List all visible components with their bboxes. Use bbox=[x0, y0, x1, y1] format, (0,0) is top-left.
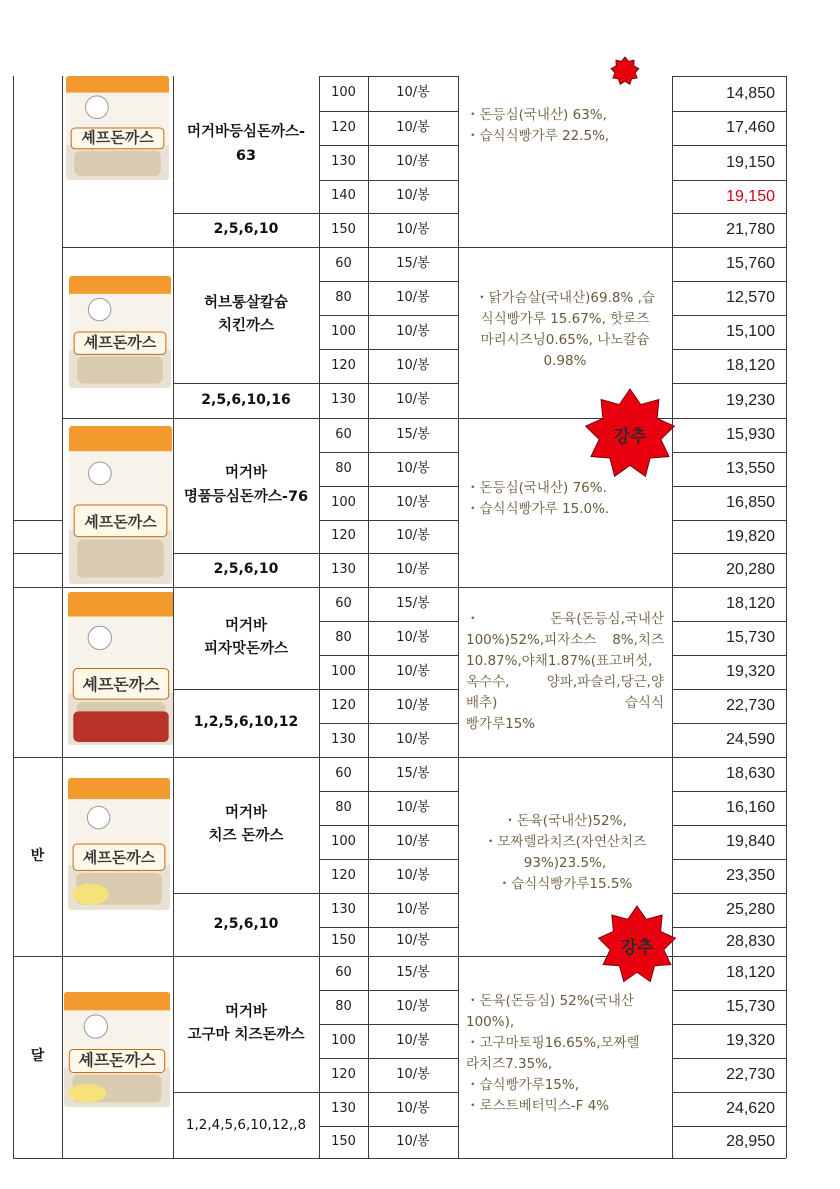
price-cell: 18,120 bbox=[726, 964, 775, 981]
recommend-badge-text: 강추 bbox=[613, 426, 647, 447]
chef-icon bbox=[86, 96, 109, 119]
price-cell: 14,850 bbox=[726, 84, 775, 102]
grid-line bbox=[672, 111, 786, 112]
starburst-polygon bbox=[611, 57, 639, 84]
package-brand-text: 셰프돈까스 bbox=[82, 848, 156, 867]
chef-icon bbox=[87, 806, 109, 828]
pack-unit-cell: 10/봉 bbox=[396, 1133, 430, 1149]
grid-line bbox=[319, 791, 458, 792]
col-line-5 bbox=[458, 76, 459, 1158]
grid-line bbox=[319, 1126, 458, 1127]
pack-unit-cell: 10/봉 bbox=[396, 392, 430, 408]
pack-unit-cell: 10/봉 bbox=[396, 188, 430, 204]
grid-line bbox=[319, 723, 458, 724]
product-name-line: 머거바 bbox=[224, 465, 268, 482]
grid-line bbox=[672, 655, 786, 656]
ingredient-line: 10.87%,야채1.87%(표고버섯, bbox=[466, 653, 653, 670]
ingredient-lines bbox=[466, 609, 664, 735]
grid-line bbox=[672, 1126, 786, 1127]
weight-cell: 130 bbox=[331, 561, 356, 577]
pack-unit-cell: 10/봉 bbox=[396, 323, 430, 339]
ingredient-line: ・닭가슴살(국내산)69.8% ,습 bbox=[475, 290, 655, 307]
grid-line bbox=[672, 520, 786, 521]
ingredient-line: 0.98% bbox=[543, 352, 587, 369]
price-cell: 18,120 bbox=[726, 595, 775, 612]
col-line-3 bbox=[319, 76, 320, 1158]
weight-cell: 60 bbox=[335, 765, 352, 781]
grid-line bbox=[319, 315, 458, 316]
chef-icon bbox=[84, 1015, 107, 1038]
grid-line bbox=[13, 520, 62, 521]
product-name bbox=[173, 587, 319, 689]
weight-cell: 100 bbox=[331, 494, 356, 510]
product-package-image bbox=[68, 592, 174, 745]
grid-line bbox=[319, 213, 458, 214]
grid-line bbox=[672, 349, 786, 350]
weight-cell: 130 bbox=[331, 901, 356, 917]
weight-cell: 60 bbox=[335, 595, 352, 611]
package-top-band bbox=[64, 992, 170, 1010]
cheese-slice bbox=[68, 1084, 106, 1102]
grid-line bbox=[319, 1024, 458, 1025]
weight-cell: 80 bbox=[335, 629, 352, 645]
ingredient-lines bbox=[466, 478, 609, 520]
recommend-badge bbox=[578, 905, 696, 985]
grid-line bbox=[319, 927, 458, 928]
pack-unit-cell: 10/봉 bbox=[396, 494, 430, 510]
weight-cell: 150 bbox=[331, 1133, 356, 1149]
grid-line bbox=[319, 689, 458, 690]
product-name-line: 머거바등심돈까스- bbox=[186, 124, 306, 141]
ingredient-line: 빵가루15% bbox=[466, 715, 536, 732]
product-name-line: 머거바 bbox=[224, 1003, 267, 1020]
grid-line bbox=[319, 859, 458, 860]
weight-cell: 80 bbox=[335, 460, 352, 476]
grid-line bbox=[672, 213, 786, 214]
pack-unit-cell: 10/봉 bbox=[396, 629, 430, 645]
grid-line bbox=[319, 452, 458, 453]
grid-line bbox=[319, 990, 458, 991]
sauce-plate bbox=[73, 711, 168, 742]
product-name-line: 피자맛돈까스 bbox=[203, 641, 289, 657]
grid-line bbox=[13, 1158, 786, 1159]
ingredient-description bbox=[462, 798, 668, 908]
package-top-band bbox=[66, 76, 169, 93]
price-cell: 12,570 bbox=[726, 289, 775, 306]
grid-line bbox=[319, 383, 458, 384]
pack-unit-cell: 10/봉 bbox=[396, 561, 430, 577]
product-name-lines bbox=[187, 1001, 304, 1047]
product-name-line: 머거바 bbox=[224, 617, 267, 634]
ingredient-description bbox=[462, 97, 667, 155]
weight-cell: 60 bbox=[335, 255, 352, 271]
weight-cell: 80 bbox=[335, 289, 352, 305]
price-cell: 18,120 bbox=[726, 357, 775, 374]
grid-line bbox=[173, 383, 319, 384]
grid-line bbox=[319, 281, 458, 282]
allergen-codes: 1,2,4,5,6,10,12,,8 bbox=[185, 1116, 307, 1133]
price-cell: 21,780 bbox=[726, 221, 775, 238]
ingredient-description bbox=[462, 280, 668, 380]
product-name-line: 치킨까스 bbox=[217, 318, 274, 334]
allergen-codes: 2,5,6,10 bbox=[213, 221, 279, 238]
price-cell: 17,460 bbox=[726, 119, 775, 136]
weight-cell: 150 bbox=[331, 221, 356, 237]
weight-cell: 120 bbox=[331, 867, 356, 883]
allergen-codes: 2,5,6,10,16 bbox=[201, 391, 291, 408]
ingredient-lines bbox=[466, 991, 640, 1117]
ingredient-line: 옥수수, 양파,파슬리,당근,양 bbox=[466, 674, 664, 690]
pack-unit-cell: 10/봉 bbox=[396, 901, 430, 917]
col-line-7 bbox=[786, 76, 787, 1158]
category-label: 달 bbox=[30, 1048, 45, 1065]
pack-unit-cell: 10/봉 bbox=[396, 221, 430, 237]
grid-line bbox=[672, 990, 786, 991]
grid-line bbox=[672, 621, 786, 622]
ingredient-line: ・습식빵가루15%, bbox=[466, 1076, 580, 1093]
pack-unit-cell: 10/봉 bbox=[396, 933, 430, 949]
weight-cell: 100 bbox=[331, 833, 356, 849]
product-name bbox=[173, 956, 319, 1092]
price-cell: 23,350 bbox=[726, 867, 775, 884]
pack-unit-cell: 15/봉 bbox=[396, 255, 430, 271]
ingredient-line: ・습식식빵가루 15.0%. bbox=[466, 501, 610, 517]
weight-cell: 80 bbox=[335, 998, 352, 1014]
price-cell: 28,830 bbox=[726, 932, 775, 950]
ingredient-line: 라치즈7.35%, bbox=[466, 1056, 553, 1072]
ingredient-line: ・돈육(돈등심) 52%(국내산 bbox=[466, 993, 634, 1010]
ingredient-line: 마리시즈닝0.65%, 나노칼슘 bbox=[480, 332, 650, 348]
product-name-line: 허브통살칼슘 bbox=[203, 294, 289, 311]
product-name bbox=[173, 418, 319, 553]
weight-cell: 60 bbox=[335, 964, 352, 980]
grid-line bbox=[672, 315, 786, 316]
grid-line bbox=[319, 825, 458, 826]
pack-unit-cell: 10/봉 bbox=[396, 289, 430, 305]
package-illustration bbox=[69, 426, 172, 584]
package-brand-text: 셰프돈까스 bbox=[78, 1050, 156, 1070]
allergen-codes: 1,2,5,6,10,12 bbox=[193, 714, 299, 731]
price-cell: 19,320 bbox=[726, 1032, 775, 1049]
product-name-lines bbox=[204, 615, 288, 661]
pack-unit-cell: 15/봉 bbox=[396, 964, 430, 980]
grid-line bbox=[672, 553, 786, 554]
weight-cell: 100 bbox=[331, 663, 356, 679]
pack-unit-cell: 10/봉 bbox=[396, 697, 430, 713]
product-name-line: 치즈 돈까스 bbox=[208, 828, 284, 844]
chef-icon bbox=[88, 298, 110, 320]
pack-unit-cell: 15/봉 bbox=[396, 426, 430, 442]
price-cell: 20,280 bbox=[726, 561, 775, 578]
weight-cell: 130 bbox=[331, 731, 356, 747]
ingredient-line: ・고구마토핑16.65%,모짜렐 bbox=[466, 1035, 640, 1052]
grid-line bbox=[319, 655, 458, 656]
price-cell: 16,850 bbox=[726, 494, 775, 511]
ingredient-line: ・로스트베터믹스-F 4% bbox=[466, 1097, 610, 1114]
product-name-lines bbox=[204, 292, 288, 338]
grid-line bbox=[173, 893, 319, 894]
grid-line bbox=[672, 1024, 786, 1025]
grid-line bbox=[672, 825, 786, 826]
category-label: 반 bbox=[30, 847, 45, 864]
ingredient-lines bbox=[466, 105, 609, 147]
grid-line bbox=[672, 723, 786, 724]
weight-cell: 120 bbox=[331, 357, 356, 373]
ingredient-lines bbox=[484, 811, 646, 895]
pack-unit-cell: 15/봉 bbox=[396, 765, 430, 781]
price-cell: 19,820 bbox=[726, 527, 775, 545]
price-cell: 18,630 bbox=[726, 765, 775, 782]
ingredient-line: ・돈등심(국내산) 76%. bbox=[466, 480, 607, 497]
product-name-lines bbox=[184, 462, 308, 508]
chef-icon bbox=[89, 462, 112, 485]
grid-line bbox=[672, 145, 786, 146]
price-cell: 22,730 bbox=[726, 1066, 775, 1083]
grid-line bbox=[319, 180, 458, 181]
price-cell: 13,550 bbox=[726, 460, 775, 477]
package-brand-text: 셰프돈까스 bbox=[84, 513, 157, 532]
ingredient-line: 배추) 습식식 bbox=[466, 694, 664, 711]
product-name-lines bbox=[187, 121, 305, 167]
package-brand-text: 셰프돈까스 bbox=[82, 674, 160, 694]
pack-unit-cell: 10/봉 bbox=[396, 799, 430, 815]
ingredient-line: ・습식식빵가루15.5% bbox=[497, 875, 633, 892]
package-top-band bbox=[68, 592, 174, 616]
ingredient-line: ・모짜렐라치즈(자연산치즈 bbox=[483, 834, 647, 851]
pack-unit-cell: 10/봉 bbox=[396, 85, 430, 101]
pack-unit-cell: 10/봉 bbox=[396, 1032, 430, 1048]
col-line-4 bbox=[368, 76, 369, 1158]
package-illustration bbox=[69, 276, 171, 388]
weight-cell: 150 bbox=[331, 933, 356, 949]
price-cell: 15,760 bbox=[726, 255, 775, 272]
product-package-image bbox=[64, 992, 170, 1107]
product-package-image bbox=[66, 76, 169, 180]
grid-line bbox=[173, 1092, 319, 1093]
weight-cell: 120 bbox=[331, 697, 356, 713]
grid-line bbox=[319, 486, 458, 487]
grid-line bbox=[319, 1058, 458, 1059]
package-illustration bbox=[68, 778, 170, 910]
product-name bbox=[173, 247, 319, 383]
cutlet-photo bbox=[77, 357, 163, 384]
grid-line bbox=[319, 553, 458, 554]
grid-line bbox=[672, 1092, 786, 1093]
ingredient-line: ・돈육(국내산)52%, bbox=[503, 813, 627, 830]
grid-line bbox=[672, 180, 786, 181]
price-cell: 28,950 bbox=[726, 1133, 775, 1150]
ingredient-line: ・습식식빵가루 22.5%, bbox=[466, 128, 610, 144]
grid-line bbox=[319, 145, 458, 146]
product-name-line: 명품등심돈까스-76 bbox=[183, 488, 309, 505]
chef-icon bbox=[88, 626, 111, 649]
product-name-line: 고구마 치즈돈까스 bbox=[187, 1027, 305, 1043]
pack-unit-cell: 15/봉 bbox=[396, 595, 430, 611]
ingredient-line: ・돈등심(국내산) 63%, bbox=[466, 107, 607, 124]
grid-line bbox=[319, 76, 458, 77]
price-cell: 24,590 bbox=[726, 731, 775, 748]
price-cell: 19,150 bbox=[726, 187, 775, 205]
product-name-lines bbox=[208, 802, 283, 848]
ingredient-line: 100%)52%,피자소스 8%,치즈 bbox=[466, 632, 664, 649]
price-cell: 19,320 bbox=[726, 663, 775, 680]
package-top-band bbox=[69, 426, 172, 451]
grid-line bbox=[173, 213, 319, 214]
price-cell: 22,730 bbox=[726, 697, 775, 714]
product-package-image bbox=[68, 778, 170, 910]
price-cell: 15,730 bbox=[726, 629, 775, 646]
package-brand-text: 셰프돈까스 bbox=[81, 128, 154, 147]
weight-cell: 140 bbox=[331, 188, 356, 204]
allergen-codes: 2,5,6,10 bbox=[213, 561, 279, 578]
grid-line bbox=[672, 689, 786, 690]
recommend-badge-text: 강추 bbox=[620, 937, 654, 958]
grid-line bbox=[672, 76, 786, 77]
price-cell: 24,620 bbox=[726, 1100, 775, 1117]
price-cell: 15,730 bbox=[726, 998, 775, 1015]
grid-line bbox=[173, 689, 319, 690]
weight-cell: 120 bbox=[331, 119, 356, 135]
price-cell: 16,160 bbox=[726, 799, 775, 816]
ingredient-line: 식식빵가루 15.67%, 핫로즈 bbox=[480, 311, 650, 328]
pack-unit-cell: 10/봉 bbox=[396, 731, 430, 747]
col-line-1 bbox=[62, 76, 63, 1158]
grid-line bbox=[319, 893, 458, 894]
package-top-band bbox=[69, 276, 171, 294]
ingredient-line: ・돈육(돈등심,국내산 bbox=[466, 611, 664, 628]
recommend-badge bbox=[570, 388, 690, 480]
allergen-codes: 2,5,6,10 bbox=[213, 915, 279, 932]
grid-line bbox=[672, 281, 786, 282]
ingredient-line: 100%), bbox=[466, 1014, 515, 1031]
ingredient-description bbox=[462, 597, 668, 747]
pack-unit-cell: 10/봉 bbox=[396, 998, 430, 1014]
grid-line bbox=[319, 349, 458, 350]
package-illustration bbox=[64, 992, 170, 1107]
price-cell: 19,840 bbox=[726, 833, 775, 850]
ingredient-line: 93%)23.5%, bbox=[523, 855, 607, 871]
col-line-2 bbox=[173, 76, 174, 1158]
product-package-image bbox=[69, 276, 171, 388]
grid-line bbox=[319, 621, 458, 622]
weight-cell: 130 bbox=[331, 1100, 356, 1116]
weight-cell: 130 bbox=[331, 154, 356, 170]
grid-line bbox=[672, 791, 786, 792]
pack-unit-cell: 10/봉 bbox=[396, 154, 430, 170]
grid-line bbox=[672, 486, 786, 487]
weight-cell: 120 bbox=[331, 528, 356, 544]
weight-cell: 100 bbox=[331, 1032, 356, 1048]
pack-unit-cell: 10/봉 bbox=[396, 1066, 430, 1082]
grid-line bbox=[13, 587, 62, 588]
grid-line bbox=[319, 1092, 458, 1093]
cutlet-photo bbox=[77, 540, 164, 578]
col-line-6 bbox=[672, 76, 673, 1158]
package-illustration bbox=[68, 592, 174, 745]
pack-unit-cell: 10/봉 bbox=[396, 528, 430, 544]
grid-line bbox=[173, 553, 319, 554]
weight-cell: 80 bbox=[335, 799, 352, 815]
pack-unit-cell: 10/봉 bbox=[396, 1100, 430, 1116]
product-name bbox=[173, 757, 319, 893]
product-name bbox=[173, 76, 319, 213]
grid-line bbox=[319, 520, 458, 521]
starburst-shape bbox=[600, 56, 650, 86]
grid-line bbox=[13, 553, 62, 554]
weight-cell: 100 bbox=[331, 323, 356, 339]
product-package-image bbox=[69, 426, 172, 584]
weight-cell: 120 bbox=[331, 1066, 356, 1082]
pack-unit-cell: 10/봉 bbox=[396, 119, 430, 135]
price-cell: 19,150 bbox=[726, 153, 775, 171]
grid-line bbox=[672, 383, 786, 384]
weight-cell: 100 bbox=[331, 85, 356, 101]
pack-unit-cell: 10/봉 bbox=[396, 663, 430, 679]
weight-cell: 130 bbox=[331, 392, 356, 408]
grid-line bbox=[319, 111, 458, 112]
price-cell: 15,930 bbox=[726, 426, 775, 443]
package-top-band bbox=[68, 778, 170, 799]
package-illustration bbox=[66, 76, 169, 180]
pack-unit-cell: 10/봉 bbox=[396, 460, 430, 476]
package-brand-text: 셰프돈까스 bbox=[83, 333, 157, 352]
recommend-badge-partial bbox=[600, 56, 650, 86]
price-cell: 19,230 bbox=[726, 391, 775, 409]
pack-unit-cell: 10/봉 bbox=[396, 357, 430, 373]
ingredient-lines bbox=[475, 288, 655, 372]
pack-unit-cell: 10/봉 bbox=[396, 867, 430, 883]
price-cell: 15,100 bbox=[726, 323, 775, 340]
cutlet-photo bbox=[74, 151, 161, 176]
product-name-line: 63 bbox=[235, 147, 257, 164]
product-name-line: 머거바 bbox=[224, 804, 268, 821]
pack-unit-cell: 10/봉 bbox=[396, 833, 430, 849]
price-cell: 25,280 bbox=[726, 901, 775, 918]
grid-line bbox=[672, 893, 786, 894]
grid-line bbox=[672, 1058, 786, 1059]
cheese-slice bbox=[72, 884, 109, 905]
weight-cell: 60 bbox=[335, 426, 352, 442]
ingredient-description bbox=[462, 975, 668, 1133]
grid-line bbox=[672, 859, 786, 860]
